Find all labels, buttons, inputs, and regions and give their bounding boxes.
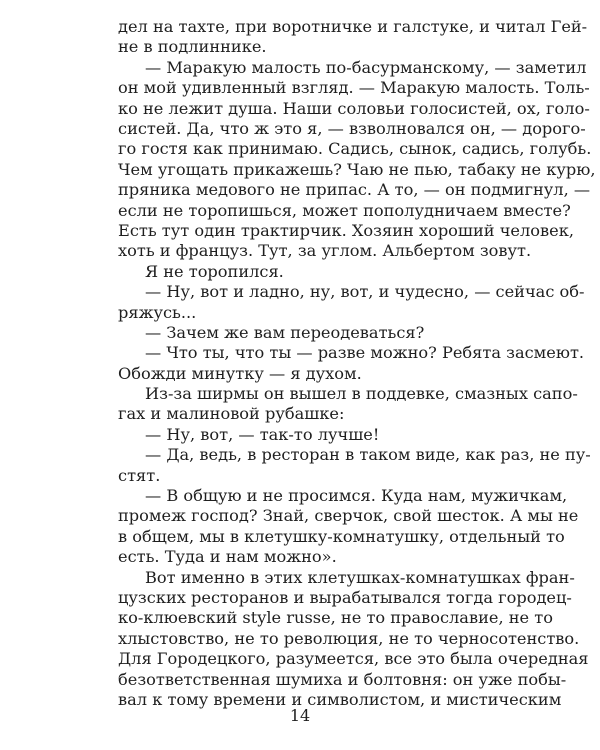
text-line: стят. <box>118 465 161 485</box>
text-line: — Зачем же вам переодеваться? <box>145 322 425 342</box>
text-line: — Да, ведь, в ресторан в таком виде, как раз, не пу- <box>145 445 591 465</box>
text-line: промеж господ? Знай, сверчок, свой шесток. А мы не <box>118 506 579 526</box>
text-line: Для Городецкого, разумеется, все это была очередная <box>118 649 589 669</box>
text-line: — Ну, вот и ладно, ну, вот, и чудесно, — сейчас об- <box>145 282 585 302</box>
text-line: ко не лежит душа. Наши соловьи голосистей, ох, голо- <box>118 98 590 118</box>
text-line: — В общую и не просимся. Куда нам, мужичкам, <box>145 486 568 506</box>
text-line: Я не торопился. <box>145 261 284 281</box>
text-line: — Маракую малость по-басурманскому, — заметил <box>145 57 587 77</box>
text-line: систей. Да, что ж это я, — взволновался он, — дорого- <box>118 118 586 138</box>
text-line: гах и малиновой рубашке: <box>118 404 345 424</box>
text-line: — Что ты, что ты — разве можно? Ребята засмеют. <box>145 343 585 363</box>
text-line: Вот именно в этих клетушках-комнатушках фран- <box>145 567 575 587</box>
text-line: дел на тахте, при воротничке и галстуке, и читал Гей- <box>118 17 588 36</box>
text-line: ряжусь... <box>118 302 197 322</box>
text-line: вал к тому времени и символистом, и мистическим <box>118 690 562 709</box>
text-line: ко-клюевский style russe, не то православие, не то <box>118 608 553 628</box>
text-line: хлыстовство, не то революция, не то черносотенство. <box>118 628 580 648</box>
text-line: он мой удивленный взгляд. — Маракую малость. Толь- <box>118 78 590 98</box>
text-line: в общем, мы в клетушку-комнатушку, отдельный то <box>118 526 565 546</box>
text-line: если не торопишься, может пополудничаем вместе? <box>118 200 571 220</box>
text-line: есть. Туда и нам можно». <box>118 547 337 567</box>
page-number: 14 <box>289 706 311 725</box>
text-line: цузских ресторанов и вырабатывался тогда городец- <box>118 588 572 608</box>
text-line: пряника медового не припас. А то, — он подмигнул, — <box>118 180 591 200</box>
text-line: хоть и француз. Тут, за углом. Альбертом зовут. <box>118 241 532 261</box>
text-line: го гостя как принимаю. Садись, сынок, садись, голубь. <box>118 139 592 159</box>
text-line: — Ну, вот, — так-то лучше! <box>145 424 380 444</box>
text-line: Обожди минутку — я духом. <box>118 363 362 383</box>
text-line: Чем угощать прикажешь? Чаю не пью, табаку не курю, <box>118 159 596 179</box>
text-line: Есть тут один трактирчик. Хозяин хороший человек, <box>118 220 574 240</box>
text-line: Из-за ширмы он вышел в поддевке, смазных сапо- <box>145 384 578 404</box>
text-line: безответственная шумиха и болтовня: он уже побы- <box>118 669 567 689</box>
text-line: не в подлиннике. <box>118 37 267 57</box>
